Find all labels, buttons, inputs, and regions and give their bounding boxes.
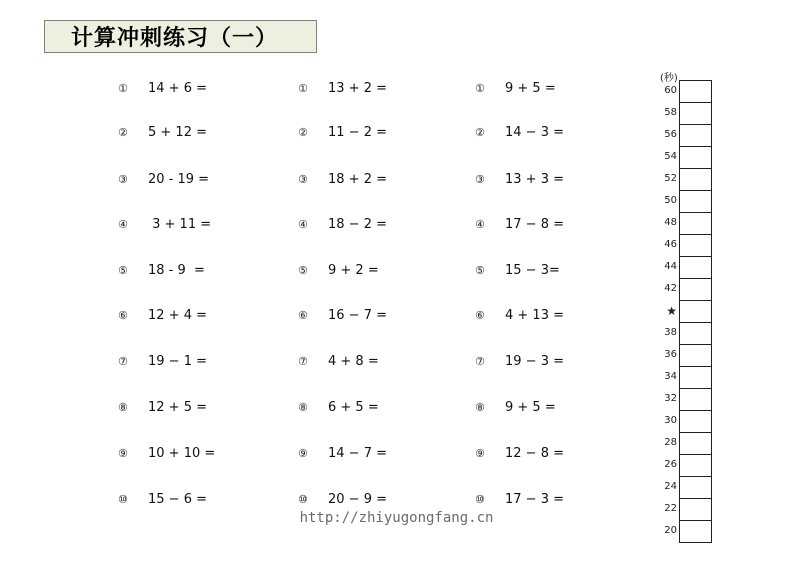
problem-row [298, 214, 387, 234]
problem-row [475, 351, 564, 371]
problem-number: ④ [298, 217, 308, 231]
timer-cell [680, 477, 711, 499]
problem-row [475, 122, 564, 142]
problem-row [475, 443, 564, 463]
problem-expression: 6 + 5 = [328, 399, 379, 415]
timer-seconds-label: 48 [664, 217, 677, 228]
problem-number: ④ [475, 217, 485, 231]
problem-row [475, 305, 564, 325]
problem-expression: 17 − 8 = [505, 216, 564, 232]
problem-number: ⑩ [298, 492, 308, 506]
problem-expression: 18 + 2 = [328, 171, 387, 187]
timer-seconds-label: 60 [664, 85, 677, 96]
title-banner [44, 20, 317, 53]
problem-number: ⑧ [118, 400, 128, 414]
problem-number: ② [118, 125, 128, 139]
problem-row [475, 397, 556, 417]
problem-row [298, 169, 387, 189]
problem-number: ① [118, 81, 128, 95]
problem-number: ⑦ [475, 354, 485, 368]
timer-cell [680, 235, 711, 257]
problem-row [475, 78, 556, 98]
problem-number: ⑧ [298, 400, 308, 414]
problem-expression: 12 + 5 = [148, 399, 207, 415]
timer-seconds-label: 56 [664, 129, 677, 140]
problem-row [298, 78, 387, 98]
problem-expression: 15 − 6 = [148, 491, 207, 507]
timer-seconds-label: 46 [664, 239, 677, 250]
timer-seconds-label: 52 [664, 173, 677, 184]
problem-number: ③ [298, 172, 308, 186]
problem-number: ⑧ [475, 400, 485, 414]
timer-seconds-label: 42 [664, 283, 677, 294]
problem-number: ⑤ [118, 263, 128, 277]
problem-row [118, 260, 205, 280]
problem-number: ⑥ [475, 308, 485, 322]
problem-expression: 14 − 3 = [505, 124, 564, 140]
problem-number: ④ [118, 217, 128, 231]
timer-cell [680, 345, 711, 367]
problem-expression: 3 + 11 = [148, 216, 212, 232]
problem-row [475, 169, 564, 189]
problem-number: ② [475, 125, 485, 139]
timer-cell [680, 257, 711, 279]
problem-expression: 20 - 19 = [148, 171, 210, 187]
problem-row [475, 214, 564, 234]
problem-number: ⑩ [475, 492, 485, 506]
problem-expression: 13 + 3 = [505, 171, 564, 187]
problem-expression: 16 − 7 = [328, 307, 387, 323]
problem-number: ⑨ [475, 446, 485, 460]
problem-expression: 9 + 5 = [505, 399, 556, 415]
timer-seconds-label: 44 [664, 261, 677, 272]
problem-row [118, 214, 211, 234]
timer-cell [680, 411, 711, 433]
timer-cell [680, 499, 711, 521]
problem-row [298, 351, 379, 371]
problem-expression: 11 − 2 = [328, 124, 387, 140]
timer-cell [680, 81, 711, 103]
problem-expression: 19 − 3 = [505, 353, 564, 369]
timer-seconds-label: 54 [664, 151, 677, 162]
problem-number: ⑩ [118, 492, 128, 506]
timer-grid [679, 80, 712, 543]
problem-expression: 5 + 12 = [148, 124, 207, 140]
timer-cell [680, 103, 711, 125]
problem-row [118, 122, 207, 142]
problem-expression: 14 − 7 = [328, 445, 387, 461]
problem-number: ⑦ [118, 354, 128, 368]
problem-number: ① [298, 81, 308, 95]
problem-expression: 12 − 8 = [505, 445, 564, 461]
footer-url: http://zhiyugongfang.cn [299, 510, 494, 526]
problem-number: ③ [475, 172, 485, 186]
timer-cell [680, 301, 711, 323]
timer-cell [680, 279, 711, 301]
timer-seconds-label: 32 [664, 393, 677, 404]
problem-expression: 9 + 5 = [505, 80, 556, 96]
timer-seconds-label: 58 [664, 107, 677, 118]
problem-row [118, 443, 215, 463]
problem-row [298, 489, 387, 509]
problem-number: ⑤ [298, 263, 308, 277]
timer-cell [680, 389, 711, 411]
problem-row [118, 78, 207, 98]
problem-expression: 17 − 3 = [505, 491, 564, 507]
problem-expression: 18 − 2 = [328, 216, 387, 232]
problem-expression: 9 + 2 = [328, 262, 379, 278]
problem-expression: 18 - 9 = [148, 262, 205, 278]
problem-number: ⑤ [475, 263, 485, 277]
timer-cell [680, 147, 711, 169]
problem-number: ⑥ [298, 308, 308, 322]
problem-expression: 14 + 6 = [148, 80, 207, 96]
problem-row [298, 397, 379, 417]
problem-row [118, 397, 207, 417]
problem-expression: 4 + 8 = [328, 353, 379, 369]
problem-expression: 4 + 13 = [505, 307, 564, 323]
timer-cell [680, 455, 711, 477]
timer-seconds-label: 24 [664, 481, 677, 492]
problem-row [118, 489, 207, 509]
timer-cell [680, 433, 711, 455]
problem-row [298, 305, 387, 325]
problem-row [118, 351, 207, 371]
timer-cell [680, 521, 711, 543]
problem-number: ③ [118, 172, 128, 186]
timer-cell [680, 191, 711, 213]
timer-seconds-label: 20 [664, 525, 677, 536]
timer-star-mark: ★ [666, 304, 677, 318]
worksheet-title: 计算冲刺练习（一） [71, 26, 279, 51]
problem-expression: 13 + 2 = [328, 80, 387, 96]
problem-row [475, 260, 560, 280]
problem-expression: 20 − 9 = [328, 491, 387, 507]
problem-row [475, 489, 564, 509]
timer-seconds-label: 34 [664, 371, 677, 382]
timer-seconds-label: 22 [664, 503, 677, 514]
timer-seconds-label: 50 [664, 195, 677, 206]
problem-number: ② [298, 125, 308, 139]
problem-expression: 19 − 1 = [148, 353, 207, 369]
timer-cell [680, 367, 711, 389]
problem-row [118, 305, 207, 325]
problem-expression: 15 − 3= [505, 262, 560, 278]
timer-cell [680, 169, 711, 191]
problem-row [298, 443, 387, 463]
problem-number: ⑥ [118, 308, 128, 322]
problem-expression: 10 + 10 = [148, 445, 216, 461]
timer-seconds-label: 36 [664, 349, 677, 360]
timer-cell [680, 213, 711, 235]
timer-cell [680, 323, 711, 345]
timer-unit-label: (秒) [660, 73, 678, 84]
problem-number: ⑨ [118, 446, 128, 460]
timer-seconds-label: 30 [664, 415, 677, 426]
timer-seconds-label: 38 [664, 327, 677, 338]
timer-seconds-label: 26 [664, 459, 677, 470]
problem-row [298, 260, 379, 280]
problem-row [118, 169, 209, 189]
problem-row [298, 122, 387, 142]
timer-cell [680, 125, 711, 147]
timer-seconds-label: 28 [664, 437, 677, 448]
problem-number: ⑦ [298, 354, 308, 368]
problem-number: ① [475, 81, 485, 95]
problem-expression: 12 + 4 = [148, 307, 207, 323]
problem-number: ⑨ [298, 446, 308, 460]
